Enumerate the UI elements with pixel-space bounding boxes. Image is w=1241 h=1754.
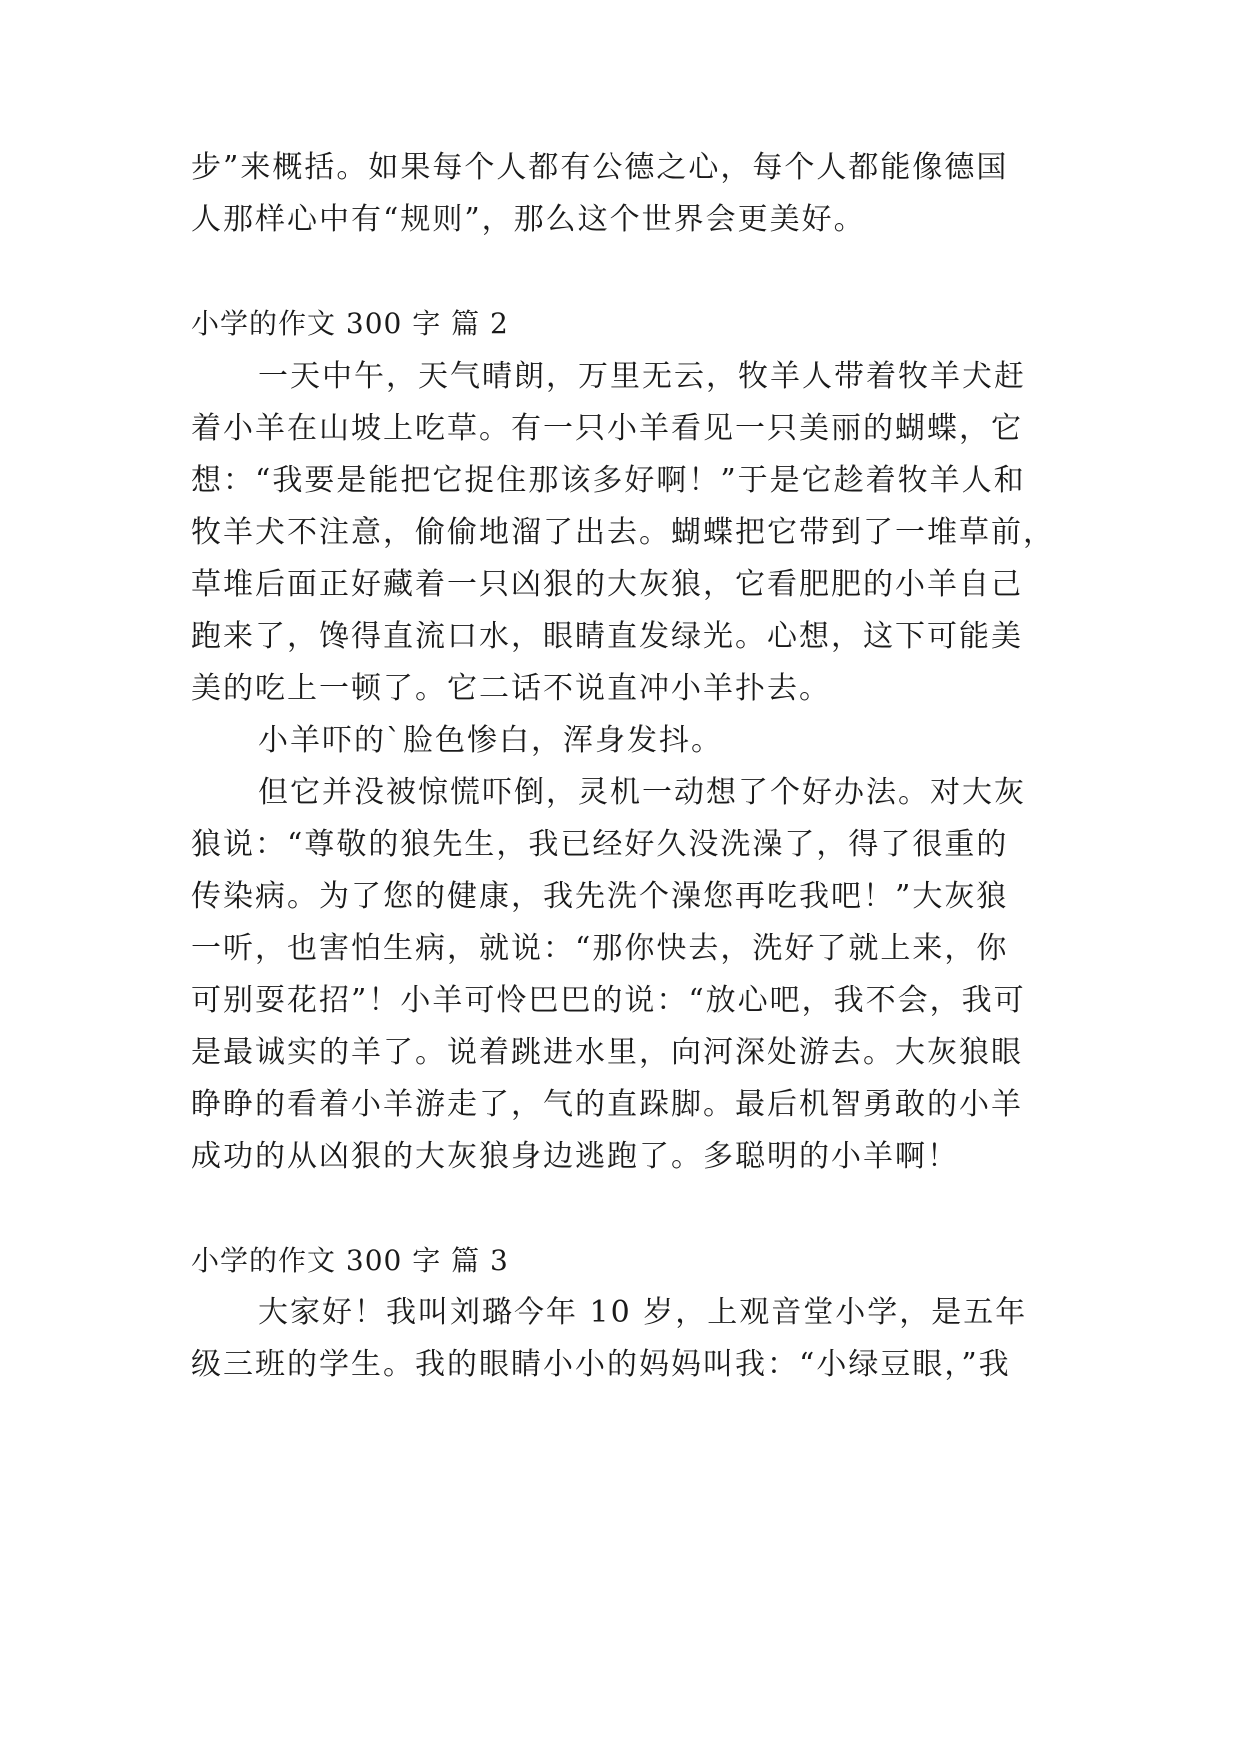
paragraph-line: 成功的从凶狠的大灰狼身边逃跑了。多聪明的小羊啊！ [191,1139,959,1174]
paragraph-line: 牧羊犬不注意，偷偷地溜了出去。蝴蝶把它带到了一堆草前， [191,515,1055,550]
paragraph-line: 美的吃上一顿了。它二话不说直冲小羊扑去。 [191,671,831,706]
paragraph-line: 一天中午，天气晴朗，万里无云，牧羊人带着牧羊犬赶 [258,359,1026,394]
paragraph-line: 是最诚实的羊了。说着跳进水里，向河深处游去。大灰狼眼 [191,1035,1023,1070]
paragraph-line: 大家好！我叫刘璐今年 10 岁，上观音堂小学，是五年 [258,1295,1028,1330]
paragraph-line: 想：“我要是能把它捉住那该多好啊！”于是它趁着牧羊人和 [191,463,1026,498]
paragraph-line: 步”来概括。如果每个人都有公德之心，每个人都能像德国 [191,150,1009,185]
paragraph-line: 传染病。为了您的健康，我先洗个澡您再吃我吧！”大灰狼 [191,879,1009,914]
paragraph-line: 小羊吓的`脸色惨白，浑身发抖。 [258,723,723,758]
paragraph-line: 着小羊在山坡上吃草。有一只小羊看见一只美丽的蝴蝶，它 [191,411,1023,446]
paragraph-line: 级三班的学生。我的眼睛小小的妈妈叫我：“小绿豆眼，”我 [191,1347,1011,1382]
paragraph-line: 可别耍花招”！小羊可怜巴巴的说：“放心吧，我不会，我可 [191,983,1026,1018]
paragraph-line: 一听，也害怕生病，就说：“那你快去，洗好了就上来，你 [191,931,1009,966]
paragraph-line: 草堆后面正好藏着一只凶狠的大灰狼，它看肥肥的小羊自己 [191,567,1023,602]
paragraph-line: 狼说：“尊敬的狼先生，我已经好久没洗澡了，得了很重的 [191,827,1009,862]
paragraph-line: 睁睁的看着小羊游走了，气的直跺脚。最后机智勇敢的小羊 [191,1087,1023,1122]
section-heading-3: 小学的作文 300 字 篇 3 [191,1244,509,1277]
paragraph-line: 人那样心中有“规则”，那么这个世界会更美好。 [191,202,866,237]
section-heading-2: 小学的作文 300 字 篇 2 [191,307,509,340]
paragraph-line: 但它并没被惊慌吓倒，灵机一动想了个好办法。对大灰 [258,775,1026,810]
paragraph-line: 跑来了，馋得直流口水，眼睛直发绿光。心想，这下可能美 [191,619,1023,654]
